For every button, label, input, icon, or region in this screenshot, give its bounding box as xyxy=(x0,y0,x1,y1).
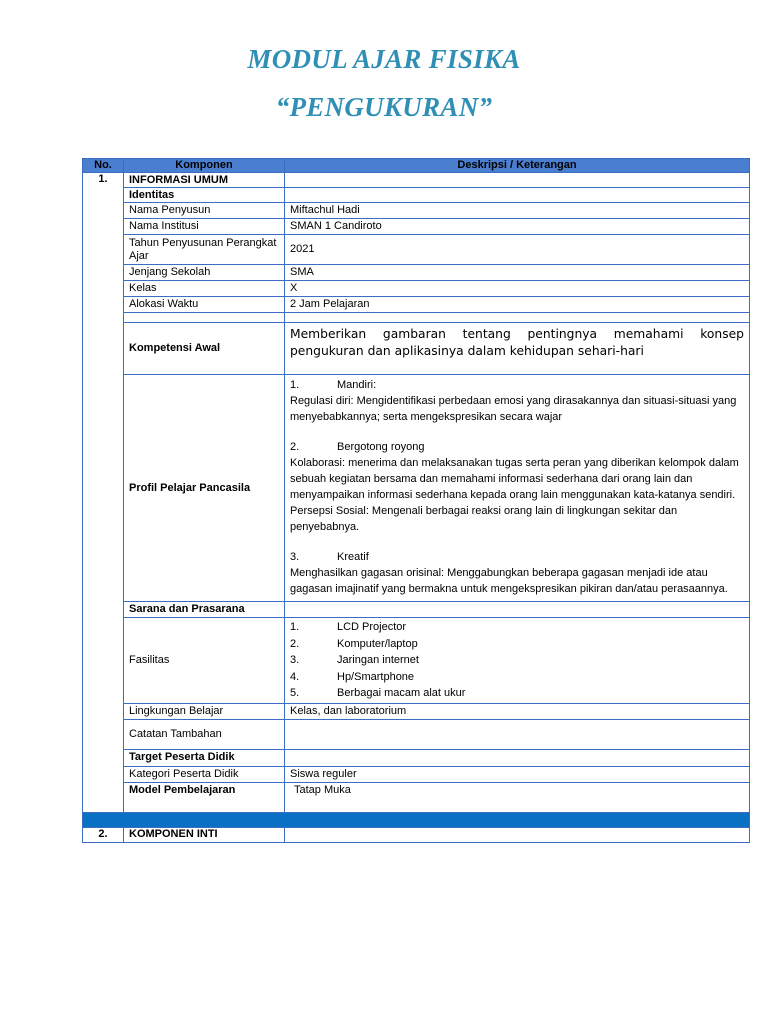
catatan-value xyxy=(285,719,750,749)
catatan-label: Catatan Tambahan xyxy=(124,719,285,749)
header-no: No. xyxy=(83,159,124,173)
alokasi-label: Alokasi Waktu xyxy=(124,297,285,313)
section-number-2: 2. xyxy=(83,827,124,842)
alokasi-value: 2 Jam Pelajaran xyxy=(285,297,750,313)
profil-pelajar-value: 1. Mandiri: Regulasi diri: Mengidentifikasi perbedaan emosi yang dirasakannya dan situasi-situasi yang menyebabkannya; serta mengekspresikan secara wajar 2. Bergotong royong Kolaborasi: menerima dan melaksanakan tugas serta peran yang diberikan kelompok dalam sebuah kegiatan bersama dan memahami informasi sederhana dari orang lain dan menyampaikan informasi sederhana kepada orang lain menggunakan kata-katanya sendiri. Persepsi Sosial: Mengenali berbagai reaksi orang lain di lingkungan sekitar dan penyebabnya. 3. Kreatif Menghasilkan gagasan orisinal: Menggabungkan beberapa gagasan menjadi ide atau gagasan imajinatif yang bermakna untuk mengekspresikan pikiran dan/atau perasaannya. xyxy=(285,375,750,602)
model-label: Model Pembelajaran xyxy=(124,782,285,812)
identitas-label: Identitas xyxy=(124,188,285,203)
page-title: MODUL AJAR FISIKA xyxy=(247,44,521,74)
table-row xyxy=(83,323,750,375)
page-subtitle: “PENGUKURAN” xyxy=(275,92,493,122)
list-item: 3. Jaringan internet xyxy=(290,654,419,666)
nama-institusi-label: Nama Institusi xyxy=(124,219,285,235)
list-item: 2. Komputer/laptop xyxy=(290,637,418,650)
table-row xyxy=(83,281,750,297)
jenjang-value: SMA xyxy=(285,265,750,281)
table-row xyxy=(83,173,750,188)
table-row xyxy=(83,265,750,281)
kompetensi-awal-label: Kompetensi Awal xyxy=(124,323,285,375)
nama-penyusun-label: Nama Penyusun xyxy=(124,203,285,219)
table-row xyxy=(83,618,750,704)
section-label-komponen-inti: KOMPONEN INTI xyxy=(124,827,285,842)
nama-institusi-value: SMAN 1 Candiroto xyxy=(285,219,750,235)
fasilitas-label: Fasilitas xyxy=(124,618,285,704)
kategori-label: Kategori Peserta Didik xyxy=(124,766,285,782)
table-row xyxy=(83,235,750,265)
jenjang-label: Jenjang Sekolah xyxy=(124,265,285,281)
header-deskripsi: Deskripsi / Keterangan xyxy=(285,159,750,173)
table-row xyxy=(83,313,750,323)
table-header xyxy=(83,159,750,173)
table-row xyxy=(83,719,750,749)
tahun-value: 2021 xyxy=(285,235,750,265)
target-label: Target Peserta Didik xyxy=(124,749,285,766)
header-komponen: Komponen xyxy=(124,159,285,173)
list-item: 1. LCD Projector xyxy=(290,621,407,633)
kelas-value: X xyxy=(285,281,750,297)
fasilitas-list xyxy=(285,618,750,704)
module-table xyxy=(82,158,750,843)
nama-penyusun-value: Miftachul Hadi xyxy=(285,203,750,219)
table-row xyxy=(83,782,750,812)
list-item: 5. Berbagai macam alat ukur xyxy=(290,687,466,699)
section-label-informasi-umum: INFORMASI UMUM xyxy=(124,173,285,188)
table-row xyxy=(83,827,750,842)
lingkungan-value: Kelas, dan laboratorium xyxy=(285,703,750,719)
table-row xyxy=(83,219,750,235)
table-row xyxy=(83,703,750,719)
section-divider xyxy=(83,812,750,827)
lingkungan-label: Lingkungan Belajar xyxy=(124,703,285,719)
kelas-label: Kelas xyxy=(124,281,285,297)
table-row xyxy=(83,602,750,618)
table-row xyxy=(83,766,750,782)
table-row xyxy=(83,375,750,602)
table-row xyxy=(83,749,750,766)
section-number-1: 1. xyxy=(83,173,124,813)
table-row xyxy=(83,297,750,313)
list-item: 4. Hp/Smartphone xyxy=(290,670,415,683)
table-row xyxy=(83,188,750,203)
kompetensi-awal-value: Memberikan gambaran tentang pentingnya memahami konsep pengukuran dan aplikasinya dalam kehidupan sehari-hari xyxy=(285,323,750,375)
sarana-label: Sarana dan Prasarana xyxy=(124,602,285,618)
model-value: Tatap Muka xyxy=(285,782,750,812)
table-row xyxy=(83,203,750,219)
kategori-value: Siswa reguler xyxy=(285,766,750,782)
profil-pelajar-label: Profil Pelajar Pancasila xyxy=(124,375,285,602)
tahun-label: Tahun Penyusunan Perangkat Ajar xyxy=(124,235,285,265)
